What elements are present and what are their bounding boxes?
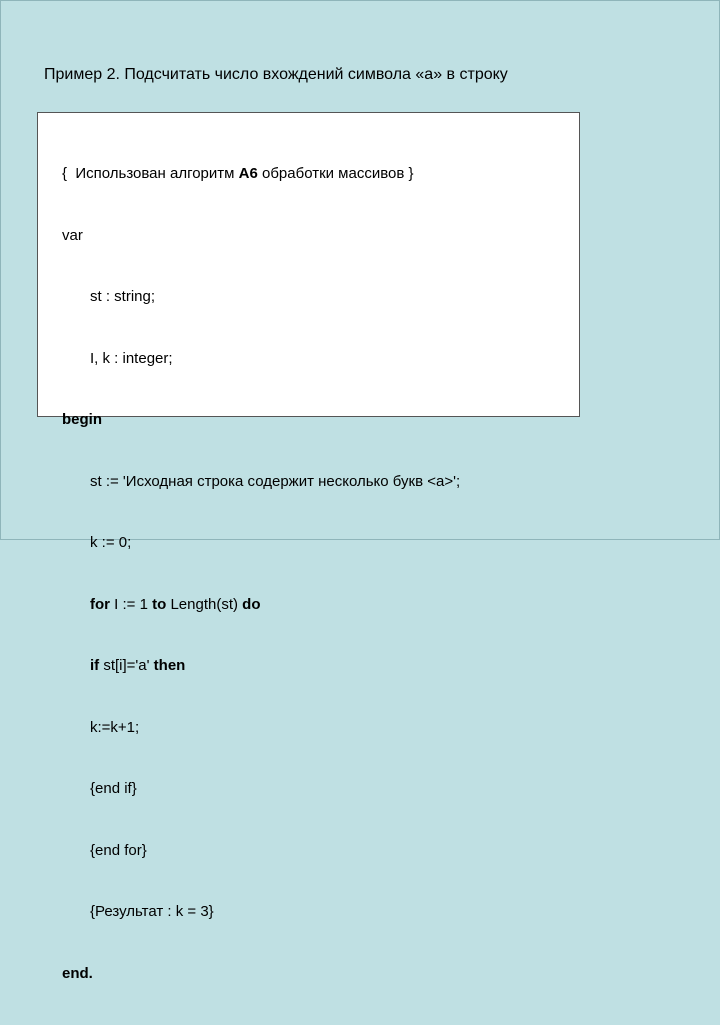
code-keyword: begin xyxy=(62,411,102,428)
code-token: st : string; xyxy=(90,288,156,305)
code-line-for xyxy=(62,595,460,616)
code-keyword: var xyxy=(62,226,83,244)
code-keyword: if xyxy=(90,657,100,674)
code-token: {end if} xyxy=(90,780,137,797)
code-token: st[i]='a' xyxy=(99,657,154,674)
code-keyword: then xyxy=(153,657,186,674)
code-keyword: end. xyxy=(62,964,93,982)
code-token: обработки массивов } xyxy=(257,165,414,182)
code-token: {Результат : k = 3} xyxy=(90,903,214,920)
code-token: I, k : integer; xyxy=(90,349,173,367)
code-keyword: to xyxy=(152,595,167,613)
code-token: { Использован алгоритм xyxy=(62,165,239,182)
code-line-decl-ik xyxy=(62,349,460,370)
code-line-end-for xyxy=(62,841,460,862)
code-keyword: for xyxy=(90,595,110,613)
code-listing xyxy=(62,123,460,1025)
slide-heading: Пример 2. Подсчитать число вхождений символа «а» в строку xyxy=(44,66,508,83)
code-keyword: do xyxy=(242,595,261,613)
code-token: Length(st) xyxy=(166,595,243,613)
code-line-if xyxy=(62,656,460,677)
code-line-var xyxy=(62,226,460,247)
code-token: k := 0; xyxy=(90,534,132,551)
code-line-comment xyxy=(62,164,460,185)
code-line-assign-k xyxy=(62,533,460,554)
code-token-bold: А6 xyxy=(238,165,258,182)
code-line-decl-st xyxy=(62,287,460,308)
code-listing-box xyxy=(37,112,580,982)
code-line-assign-st xyxy=(62,472,460,493)
code-token: k:=k+1; xyxy=(90,718,140,736)
code-line-end xyxy=(62,964,460,985)
code-line-result xyxy=(62,902,460,923)
code-token: st := 'Исходная строка содержит несколько букв <а>'; xyxy=(90,472,461,490)
code-token: I := 1 xyxy=(110,595,153,613)
code-line-increment xyxy=(62,718,460,739)
code-line-end-if xyxy=(62,779,460,800)
code-line-begin xyxy=(62,410,460,431)
code-token: {end for} xyxy=(90,841,147,859)
